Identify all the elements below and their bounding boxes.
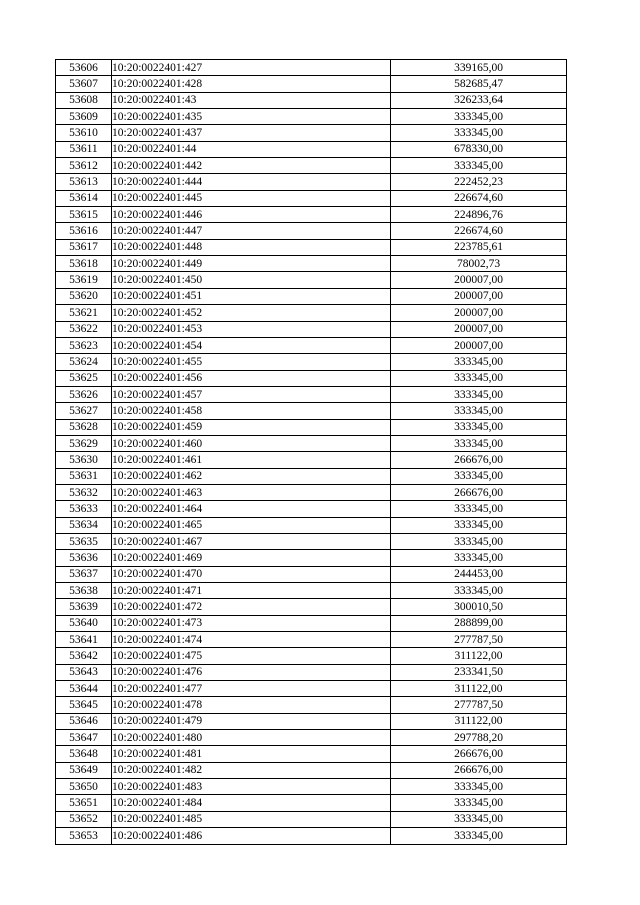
cadastral-number-cell: 10:20:0022401:467 bbox=[112, 533, 391, 549]
cadastral-number-cell: 10:20:0022401:44 bbox=[112, 141, 391, 157]
cadastral-number-cell: 10:20:0022401:465 bbox=[112, 517, 391, 533]
table-row bbox=[56, 174, 567, 190]
table-row bbox=[56, 550, 567, 566]
row-number-cell: 53638 bbox=[56, 583, 112, 599]
cadastral-value-cell: 300010,50 bbox=[391, 599, 567, 615]
table-row bbox=[56, 223, 567, 239]
row-number-cell: 53615 bbox=[56, 207, 112, 223]
row-number-cell: 53634 bbox=[56, 517, 112, 533]
cadastral-number-cell: 10:20:0022401:471 bbox=[112, 583, 391, 599]
cadastral-number-cell: 10:20:0022401:463 bbox=[112, 484, 391, 500]
cadastral-value-cell: 333345,00 bbox=[391, 419, 567, 435]
cadastral-number-cell: 10:20:0022401:446 bbox=[112, 207, 391, 223]
cadastral-value-cell: 582685,47 bbox=[391, 76, 567, 92]
cadastral-number-cell: 10:20:0022401:453 bbox=[112, 321, 391, 337]
cadastral-number-cell: 10:20:0022401:456 bbox=[112, 370, 391, 386]
cadastral-number-cell: 10:20:0022401:43 bbox=[112, 92, 391, 108]
table-row bbox=[56, 697, 567, 713]
cadastral-value-cell: 223785,61 bbox=[391, 239, 567, 255]
cadastral-number-cell: 10:20:0022401:449 bbox=[112, 256, 391, 272]
cadastral-value-cell: 333345,00 bbox=[391, 158, 567, 174]
cadastral-value-cell: 333345,00 bbox=[391, 125, 567, 141]
cadastral-value-cell: 333345,00 bbox=[391, 501, 567, 517]
row-number-cell: 53626 bbox=[56, 386, 112, 402]
cadastral-value-cell: 339165,00 bbox=[391, 60, 567, 76]
table-row bbox=[56, 76, 567, 92]
cadastral-value-cell: 678330,00 bbox=[391, 141, 567, 157]
row-number-cell: 53633 bbox=[56, 501, 112, 517]
row-number-cell: 53640 bbox=[56, 615, 112, 631]
cadastral-value-cell: 333345,00 bbox=[391, 583, 567, 599]
cadastral-number-cell: 10:20:0022401:442 bbox=[112, 158, 391, 174]
cadastral-value-cell: 333345,00 bbox=[391, 533, 567, 549]
cadastral-number-cell: 10:20:0022401:484 bbox=[112, 795, 391, 811]
cadastral-number-cell: 10:20:0022401:474 bbox=[112, 632, 391, 648]
row-number-cell: 53625 bbox=[56, 370, 112, 386]
table-row bbox=[56, 452, 567, 468]
cadastral-value-cell: 333345,00 bbox=[391, 779, 567, 795]
table-row bbox=[56, 779, 567, 795]
row-number-cell: 53651 bbox=[56, 795, 112, 811]
cadastral-number-cell: 10:20:0022401:457 bbox=[112, 386, 391, 402]
cadastral-value-cell: 78002,73 bbox=[391, 256, 567, 272]
cadastral-value-cell: 333345,00 bbox=[391, 811, 567, 827]
row-number-cell: 53629 bbox=[56, 435, 112, 451]
cadastral-value-cell: 333345,00 bbox=[391, 828, 567, 844]
table-row bbox=[56, 272, 567, 288]
table-row bbox=[56, 109, 567, 125]
cadastral-value-cell: 333345,00 bbox=[391, 386, 567, 402]
table-row bbox=[56, 370, 567, 386]
row-number-cell: 53628 bbox=[56, 419, 112, 435]
cadastral-value-cell: 200007,00 bbox=[391, 321, 567, 337]
table-body bbox=[56, 60, 567, 845]
cadastral-number-cell: 10:20:0022401:427 bbox=[112, 60, 391, 76]
row-number-cell: 53623 bbox=[56, 337, 112, 353]
table-row bbox=[56, 828, 567, 844]
table-row bbox=[56, 730, 567, 746]
row-number-cell: 53607 bbox=[56, 76, 112, 92]
table-row bbox=[56, 746, 567, 762]
table-row bbox=[56, 533, 567, 549]
table-row bbox=[56, 762, 567, 778]
table-row bbox=[56, 664, 567, 680]
cadastral-number-cell: 10:20:0022401:464 bbox=[112, 501, 391, 517]
table-row bbox=[56, 321, 567, 337]
table-row bbox=[56, 681, 567, 697]
row-number-cell: 53650 bbox=[56, 779, 112, 795]
cadastral-number-cell: 10:20:0022401:445 bbox=[112, 190, 391, 206]
row-number-cell: 53609 bbox=[56, 109, 112, 125]
table-row bbox=[56, 256, 567, 272]
cadastral-number-cell: 10:20:0022401:470 bbox=[112, 566, 391, 582]
table-row bbox=[56, 484, 567, 500]
cadastral-number-cell: 10:20:0022401:455 bbox=[112, 354, 391, 370]
cadastral-value-cell: 333345,00 bbox=[391, 795, 567, 811]
cadastral-value-cell: 277787,50 bbox=[391, 632, 567, 648]
cadastral-value-cell: 333345,00 bbox=[391, 370, 567, 386]
row-number-cell: 53627 bbox=[56, 403, 112, 419]
cadastral-value-cell: 297788,20 bbox=[391, 730, 567, 746]
cadastral-value-table bbox=[55, 59, 567, 845]
row-number-cell: 53619 bbox=[56, 272, 112, 288]
cadastral-value-cell: 266676,00 bbox=[391, 762, 567, 778]
cadastral-number-cell: 10:20:0022401:451 bbox=[112, 288, 391, 304]
row-number-cell: 53632 bbox=[56, 484, 112, 500]
table-row bbox=[56, 501, 567, 517]
row-number-cell: 53610 bbox=[56, 125, 112, 141]
cadastral-value-cell: 333345,00 bbox=[391, 435, 567, 451]
table-row bbox=[56, 566, 567, 582]
cadastral-value-cell: 333345,00 bbox=[391, 468, 567, 484]
table-row bbox=[56, 517, 567, 533]
row-number-cell: 53630 bbox=[56, 452, 112, 468]
cadastral-number-cell: 10:20:0022401:437 bbox=[112, 125, 391, 141]
cadastral-number-cell: 10:20:0022401:481 bbox=[112, 746, 391, 762]
cadastral-value-cell: 266676,00 bbox=[391, 746, 567, 762]
row-number-cell: 53635 bbox=[56, 533, 112, 549]
row-number-cell: 53614 bbox=[56, 190, 112, 206]
row-number-cell: 53647 bbox=[56, 730, 112, 746]
cadastral-value-cell: 266676,00 bbox=[391, 484, 567, 500]
row-number-cell: 53644 bbox=[56, 681, 112, 697]
cadastral-value-cell: 200007,00 bbox=[391, 288, 567, 304]
table-row bbox=[56, 158, 567, 174]
cadastral-value-cell: 311122,00 bbox=[391, 681, 567, 697]
row-number-cell: 53646 bbox=[56, 713, 112, 729]
table-row bbox=[56, 632, 567, 648]
table-row bbox=[56, 615, 567, 631]
row-number-cell: 53631 bbox=[56, 468, 112, 484]
table-row bbox=[56, 468, 567, 484]
cadastral-number-cell: 10:20:0022401:480 bbox=[112, 730, 391, 746]
cadastral-number-cell: 10:20:0022401:461 bbox=[112, 452, 391, 468]
cadastral-value-cell: 333345,00 bbox=[391, 403, 567, 419]
cadastral-number-cell: 10:20:0022401:472 bbox=[112, 599, 391, 615]
cadastral-number-cell: 10:20:0022401:452 bbox=[112, 305, 391, 321]
row-number-cell: 53612 bbox=[56, 158, 112, 174]
cadastral-value-cell: 288899,00 bbox=[391, 615, 567, 631]
table-row bbox=[56, 354, 567, 370]
row-number-cell: 53608 bbox=[56, 92, 112, 108]
table-row bbox=[56, 288, 567, 304]
cadastral-number-cell: 10:20:0022401:448 bbox=[112, 239, 391, 255]
row-number-cell: 53622 bbox=[56, 321, 112, 337]
cadastral-number-cell: 10:20:0022401:444 bbox=[112, 174, 391, 190]
row-number-cell: 53624 bbox=[56, 354, 112, 370]
table-row bbox=[56, 811, 567, 827]
cadastral-number-cell: 10:20:0022401:486 bbox=[112, 828, 391, 844]
table-row bbox=[56, 207, 567, 223]
cadastral-value-cell: 200007,00 bbox=[391, 337, 567, 353]
cadastral-value-cell: 333345,00 bbox=[391, 109, 567, 125]
table-row bbox=[56, 713, 567, 729]
table-row bbox=[56, 795, 567, 811]
cadastral-number-cell: 10:20:0022401:458 bbox=[112, 403, 391, 419]
cadastral-value-cell: 226674,60 bbox=[391, 190, 567, 206]
cadastral-value-cell: 226674,60 bbox=[391, 223, 567, 239]
row-number-cell: 53606 bbox=[56, 60, 112, 76]
cadastral-number-cell: 10:20:0022401:476 bbox=[112, 664, 391, 680]
table-row bbox=[56, 125, 567, 141]
row-number-cell: 53648 bbox=[56, 746, 112, 762]
row-number-cell: 53621 bbox=[56, 305, 112, 321]
cadastral-value-cell: 266676,00 bbox=[391, 452, 567, 468]
cadastral-number-cell: 10:20:0022401:454 bbox=[112, 337, 391, 353]
cadastral-value-cell: 311122,00 bbox=[391, 648, 567, 664]
row-number-cell: 53637 bbox=[56, 566, 112, 582]
table-row bbox=[56, 583, 567, 599]
cadastral-number-cell: 10:20:0022401:435 bbox=[112, 109, 391, 125]
cadastral-number-cell: 10:20:0022401:469 bbox=[112, 550, 391, 566]
cadastral-number-cell: 10:20:0022401:478 bbox=[112, 697, 391, 713]
cadastral-value-cell: 244453,00 bbox=[391, 566, 567, 582]
row-number-cell: 53643 bbox=[56, 664, 112, 680]
cadastral-value-cell: 326233,64 bbox=[391, 92, 567, 108]
cadastral-number-cell: 10:20:0022401:459 bbox=[112, 419, 391, 435]
cadastral-number-cell: 10:20:0022401:428 bbox=[112, 76, 391, 92]
row-number-cell: 53639 bbox=[56, 599, 112, 615]
row-number-cell: 53617 bbox=[56, 239, 112, 255]
table-row bbox=[56, 60, 567, 76]
cadastral-value-cell: 333345,00 bbox=[391, 517, 567, 533]
table-row bbox=[56, 239, 567, 255]
cadastral-value-cell: 333345,00 bbox=[391, 354, 567, 370]
cadastral-number-cell: 10:20:0022401:477 bbox=[112, 681, 391, 697]
table-row bbox=[56, 305, 567, 321]
table-row bbox=[56, 386, 567, 402]
row-number-cell: 53616 bbox=[56, 223, 112, 239]
cadastral-value-cell: 224896,76 bbox=[391, 207, 567, 223]
row-number-cell: 53649 bbox=[56, 762, 112, 778]
cadastral-value-cell: 277787,50 bbox=[391, 697, 567, 713]
cadastral-number-cell: 10:20:0022401:447 bbox=[112, 223, 391, 239]
cadastral-value-cell: 200007,00 bbox=[391, 305, 567, 321]
cadastral-number-cell: 10:20:0022401:462 bbox=[112, 468, 391, 484]
cadastral-number-cell: 10:20:0022401:460 bbox=[112, 435, 391, 451]
table-row bbox=[56, 419, 567, 435]
cadastral-number-cell: 10:20:0022401:473 bbox=[112, 615, 391, 631]
table-row bbox=[56, 648, 567, 664]
cadastral-value-cell: 233341,50 bbox=[391, 664, 567, 680]
cadastral-number-cell: 10:20:0022401:483 bbox=[112, 779, 391, 795]
table-row bbox=[56, 403, 567, 419]
table-row bbox=[56, 92, 567, 108]
table-row bbox=[56, 337, 567, 353]
cadastral-value-cell: 333345,00 bbox=[391, 550, 567, 566]
cadastral-number-cell: 10:20:0022401:450 bbox=[112, 272, 391, 288]
row-number-cell: 53636 bbox=[56, 550, 112, 566]
table-row bbox=[56, 599, 567, 615]
cadastral-value-cell: 222452,23 bbox=[391, 174, 567, 190]
row-number-cell: 53641 bbox=[56, 632, 112, 648]
cadastral-value-cell: 200007,00 bbox=[391, 272, 567, 288]
cadastral-number-cell: 10:20:0022401:475 bbox=[112, 648, 391, 664]
row-number-cell: 53653 bbox=[56, 828, 112, 844]
cadastral-number-cell: 10:20:0022401:479 bbox=[112, 713, 391, 729]
row-number-cell: 53642 bbox=[56, 648, 112, 664]
row-number-cell: 53611 bbox=[56, 141, 112, 157]
row-number-cell: 53652 bbox=[56, 811, 112, 827]
row-number-cell: 53620 bbox=[56, 288, 112, 304]
row-number-cell: 53613 bbox=[56, 174, 112, 190]
table-row bbox=[56, 141, 567, 157]
row-number-cell: 53618 bbox=[56, 256, 112, 272]
cadastral-number-cell: 10:20:0022401:485 bbox=[112, 811, 391, 827]
cadastral-value-cell: 311122,00 bbox=[391, 713, 567, 729]
cadastral-number-cell: 10:20:0022401:482 bbox=[112, 762, 391, 778]
table-row bbox=[56, 435, 567, 451]
row-number-cell: 53645 bbox=[56, 697, 112, 713]
table-row bbox=[56, 190, 567, 206]
